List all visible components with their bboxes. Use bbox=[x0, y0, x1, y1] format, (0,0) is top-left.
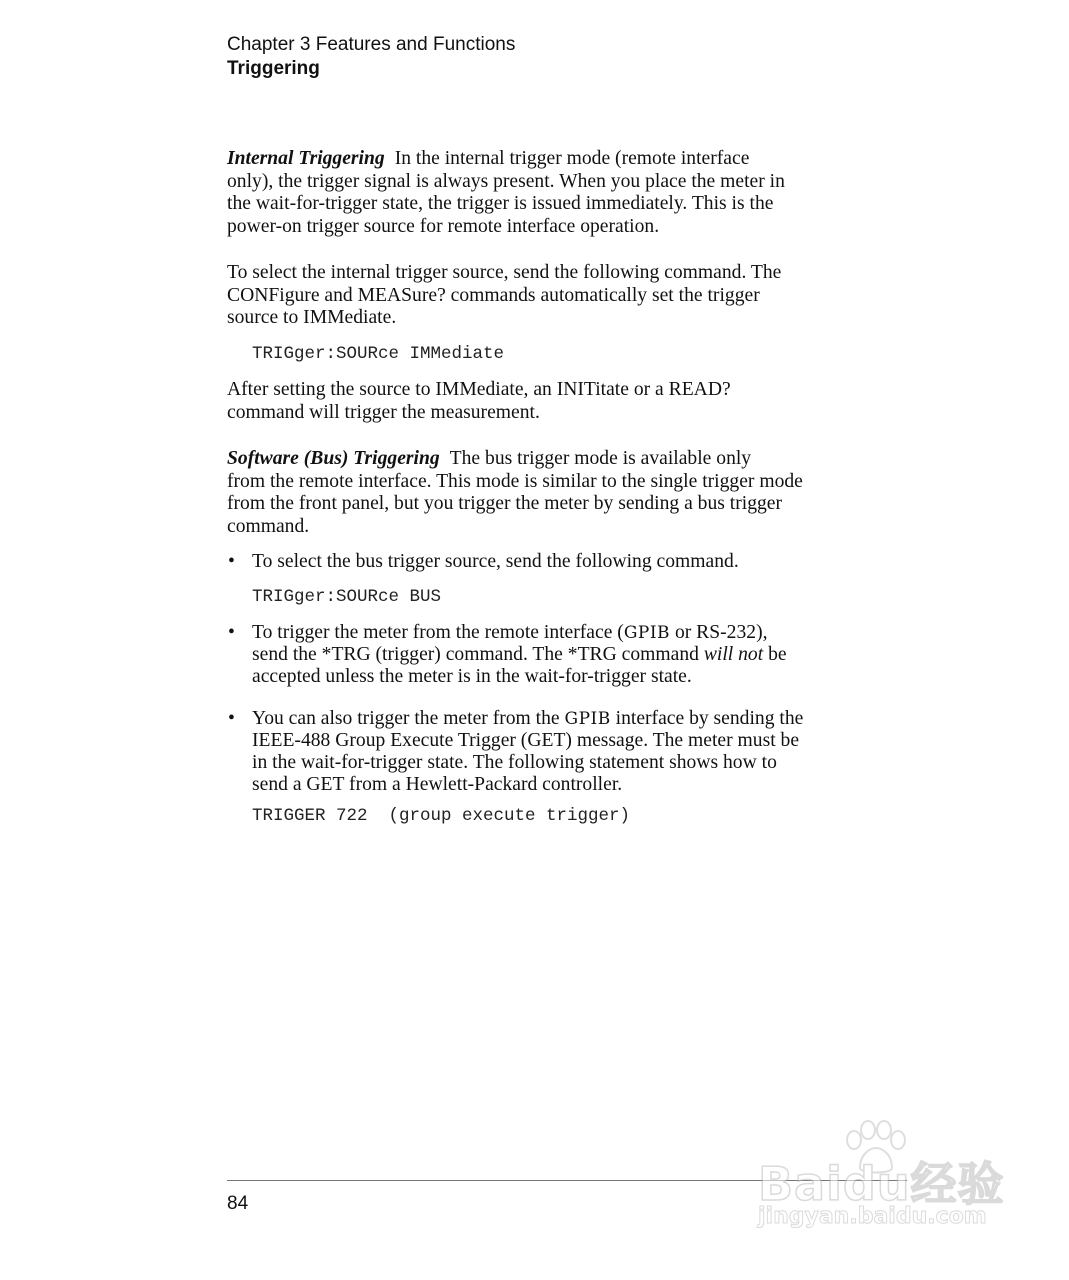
bullet-item bbox=[227, 708, 907, 796]
paragraph-line: After setting the source to IMMediate, an INITitate or a READ? bbox=[227, 379, 731, 400]
text-span: interface by sending the bbox=[610, 708, 804, 729]
gpib-term: GPIB bbox=[623, 623, 671, 643]
text-span: or RS-232), bbox=[670, 622, 768, 643]
paragraph-line: command will trigger the measurement. bbox=[227, 401, 540, 423]
bullet-text: To select the bus trigger source, send the following command. bbox=[252, 551, 739, 572]
text-span: be bbox=[763, 644, 787, 665]
paragraph-line: source to IMMediate. bbox=[227, 307, 397, 329]
bullet-item bbox=[227, 551, 907, 573]
watermark-url: jingyan.baidu.com bbox=[758, 1204, 987, 1229]
paragraph-line: The bus trigger mode is available only bbox=[449, 448, 752, 469]
text-span: To trigger the meter from the remote interface ( bbox=[252, 622, 624, 643]
bullet-item bbox=[227, 622, 907, 688]
bullet-dot-icon: • bbox=[228, 622, 235, 643]
paragraph-line: from the front panel, but you trigger the meter by sending a bus trigger bbox=[227, 493, 783, 515]
page-number: 84 bbox=[227, 1193, 249, 1214]
software-triggering-heading: Software (Bus) Triggering bbox=[227, 448, 440, 469]
text-span: send the *TRG (trigger) command. The *TRG command bbox=[252, 644, 704, 665]
internal-triggering-paragraph bbox=[227, 148, 907, 238]
chapter-title: Chapter 3 Features and Functions bbox=[227, 34, 516, 55]
software-triggering-paragraph bbox=[227, 448, 907, 538]
running-header bbox=[227, 33, 515, 81]
paragraph-line: in the wait-for-trigger state. The following statement shows how to bbox=[252, 752, 777, 773]
text-span: You can also trigger the meter from the bbox=[252, 708, 565, 729]
bullet-text bbox=[252, 622, 907, 688]
code-trigger-bus: TRIGger:SOURce BUS bbox=[252, 587, 442, 607]
paragraph-line: IEEE-488 Group Execute Trigger (GET) message. The meter must be bbox=[252, 730, 800, 751]
watermark-logo-text: Baidu经验 bbox=[758, 1157, 1005, 1211]
paragraph-line: power-on trigger source for remote interface operation. bbox=[227, 215, 660, 237]
paragraph-line: from the remote interface. This mode is similar to the single trigger mode bbox=[227, 470, 803, 492]
baidu-watermark bbox=[758, 1120, 1008, 1240]
gpib-term: GPIB bbox=[564, 709, 611, 729]
code-trigger-immediate: TRIGger:SOURce IMMediate bbox=[252, 344, 505, 364]
paragraph-line: CONFigure and MEASure? commands automatically set the trigger bbox=[227, 284, 760, 306]
paragraph-line: accepted unless the meter is in the wait-for-trigger state. bbox=[252, 666, 692, 687]
bullet-dot-icon: • bbox=[228, 551, 235, 572]
paragraph-line: send a GET from a Hewlett-Packard controller. bbox=[252, 774, 623, 795]
paragraph-line: only), the trigger signal is always present. When you place the meter in bbox=[227, 170, 785, 192]
emphasis-text: will not bbox=[703, 644, 764, 665]
code-trigger-get: TRIGGER 722 (group execute trigger) bbox=[252, 806, 631, 826]
paragraph-line: To select the internal trigger source, send the following command. The bbox=[227, 262, 782, 283]
bullet-text bbox=[252, 708, 907, 796]
select-internal-paragraph bbox=[227, 262, 907, 330]
after-setting-paragraph bbox=[227, 379, 907, 424]
internal-triggering-heading: Internal Triggering bbox=[227, 148, 385, 169]
bullet-dot-icon: • bbox=[228, 708, 235, 729]
paragraph-line: the wait-for-trigger state, the trigger is issued immediately. This is the bbox=[227, 193, 774, 215]
paragraph-line: In the internal trigger mode (remote interface bbox=[394, 148, 750, 169]
section-title: Triggering bbox=[227, 58, 320, 79]
paragraph-line: command. bbox=[227, 515, 310, 537]
